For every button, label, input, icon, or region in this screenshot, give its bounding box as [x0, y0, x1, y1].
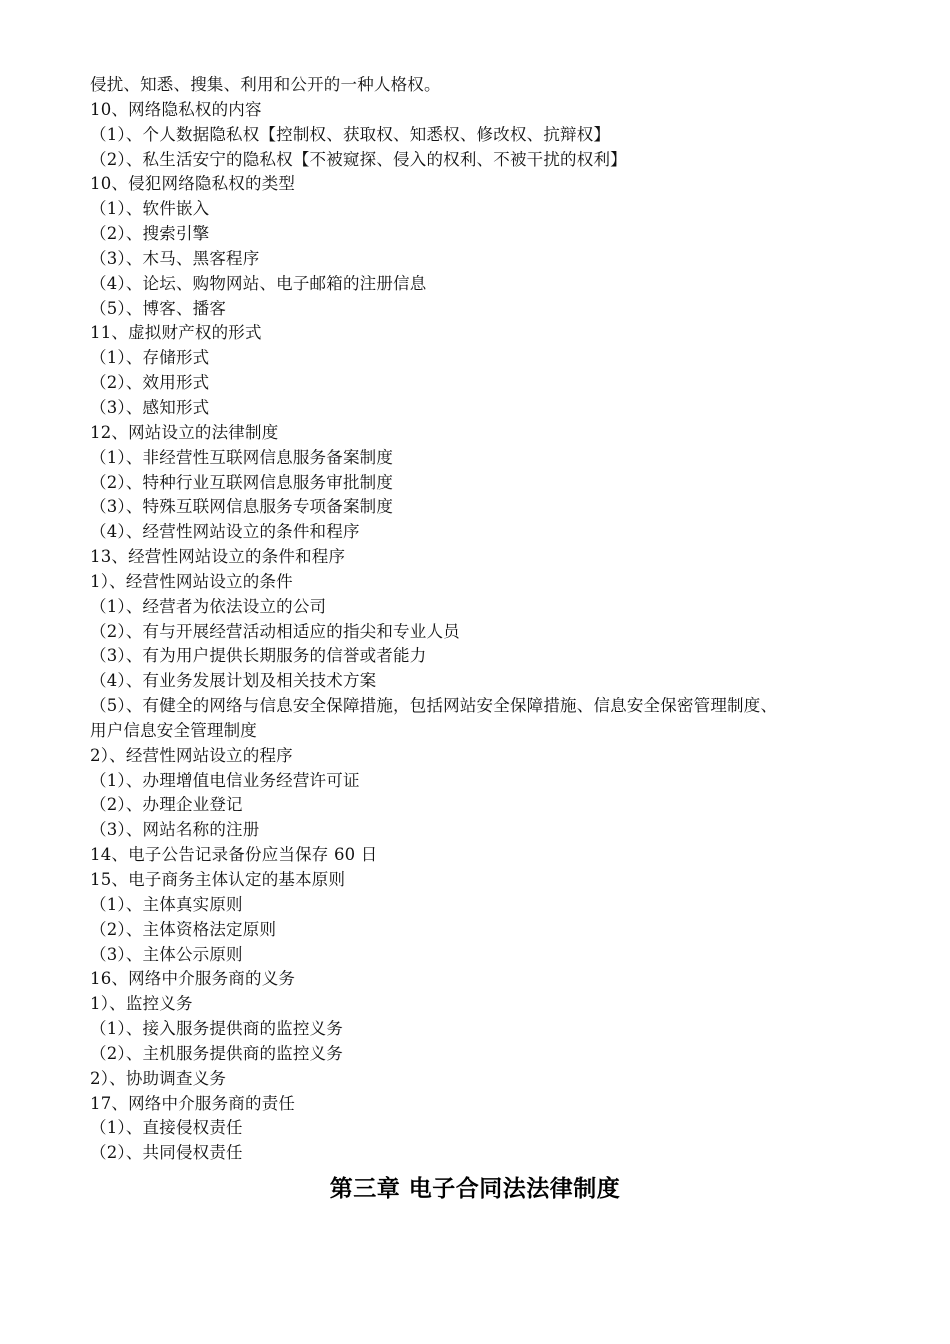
list-item: （1）、存储形式: [90, 348, 210, 368]
list-item: （3）、感知形式: [90, 397, 210, 417]
subsection-heading: 2）、协助调查义务: [90, 1068, 227, 1088]
list-item: （3）、主体公示原则: [90, 944, 243, 964]
list-item: （2）、主机服务提供商的监控义务: [90, 1043, 343, 1063]
list-item: （1）、办理增值电信业务经营许可证: [90, 770, 360, 790]
list-item: （1）、非经营性互联网信息服务备案制度: [90, 447, 394, 467]
section-heading: 16、网络中介服务商的义务: [90, 969, 296, 989]
section-heading: 13、经营性网站设立的条件和程序: [90, 547, 346, 567]
list-item: （1）、直接侵权责任: [90, 1118, 243, 1138]
subsection-heading: 2）、经营性网站设立的程序: [90, 745, 293, 765]
list-item: （2）、主体资格法定原则: [90, 919, 277, 939]
list-item: （4）、有业务发展计划及相关技术方案: [90, 671, 377, 691]
list-item: （1）、主体真实原则: [90, 894, 243, 914]
list-item: （4）、论坛、购物网站、电子邮箱的注册信息: [90, 273, 427, 293]
chapter-title: 第三章 电子合同法法律制度: [329, 1176, 621, 1202]
section-heading: 12、网站设立的法律制度: [90, 422, 279, 442]
section-heading: 15、电子商务主体认定的基本原则: [90, 870, 346, 889]
list-item: （2）、私生活安宁的隐私权【不被窥探、侵入的权利、不被干扰的权利】: [90, 149, 627, 169]
section-heading: 17、网络中介服务商的责任: [90, 1093, 296, 1113]
list-item: （5）、博客、播客: [90, 298, 227, 318]
list-item: （2）、搜索引擎: [90, 224, 210, 244]
document-body: [90, 73, 880, 1166]
list-item: （1）、经营者为依法设立的公司: [90, 596, 327, 616]
list-item: （2）、效用形式: [90, 373, 210, 393]
list-item: （3）、木马、黑客程序: [90, 248, 260, 268]
list-item-continuation: 用户信息安全管理制度: [90, 720, 257, 740]
list-item: （2）、特种行业互联网信息服务审批制度: [90, 472, 394, 492]
list-item: （2）、办理企业登记: [90, 795, 243, 815]
list-item: （2）、共同侵权责任: [90, 1143, 243, 1163]
list-item: （1）、个人数据隐私权【控制权、获取权、知悉权、修改权、抗辩权】: [90, 124, 611, 144]
section-heading: 10、侵犯网络隐私权的类型: [90, 174, 296, 194]
section-heading: 10、网络隐私权的内容: [90, 99, 262, 119]
list-item: （4）、经营性网站设立的条件和程序: [90, 522, 360, 542]
list-item: （3）、特殊互联网信息服务专项备案制度: [90, 497, 394, 517]
text-line: 侵扰、知悉、搜集、利用和公开的一种人格权。: [90, 75, 441, 94]
list-item: （1）、软件嵌入: [90, 199, 210, 219]
list-item: （5）、有健全的网络与信息安全保障措施，包括网站安全保障措施、信息安全保密管理制度、: [90, 696, 778, 716]
subsection-heading: 1）、经营性网站设立的条件: [90, 571, 293, 591]
list-item: （3）、有为用户提供长期服务的信誉或者能力: [90, 646, 427, 666]
list-item: （3）、网站名称的注册: [90, 820, 260, 840]
section-heading: 14、电子公告记录备份应当保存 60 日: [90, 845, 378, 865]
subsection-heading: 1）、监控义务: [90, 994, 193, 1014]
list-item: （2）、有与开展经营活动相适应的指尖和专业人员: [90, 621, 460, 641]
list-item: （1）、接入服务提供商的监控义务: [90, 1019, 343, 1039]
section-heading: 11、虚拟财产权的形式: [90, 323, 262, 343]
